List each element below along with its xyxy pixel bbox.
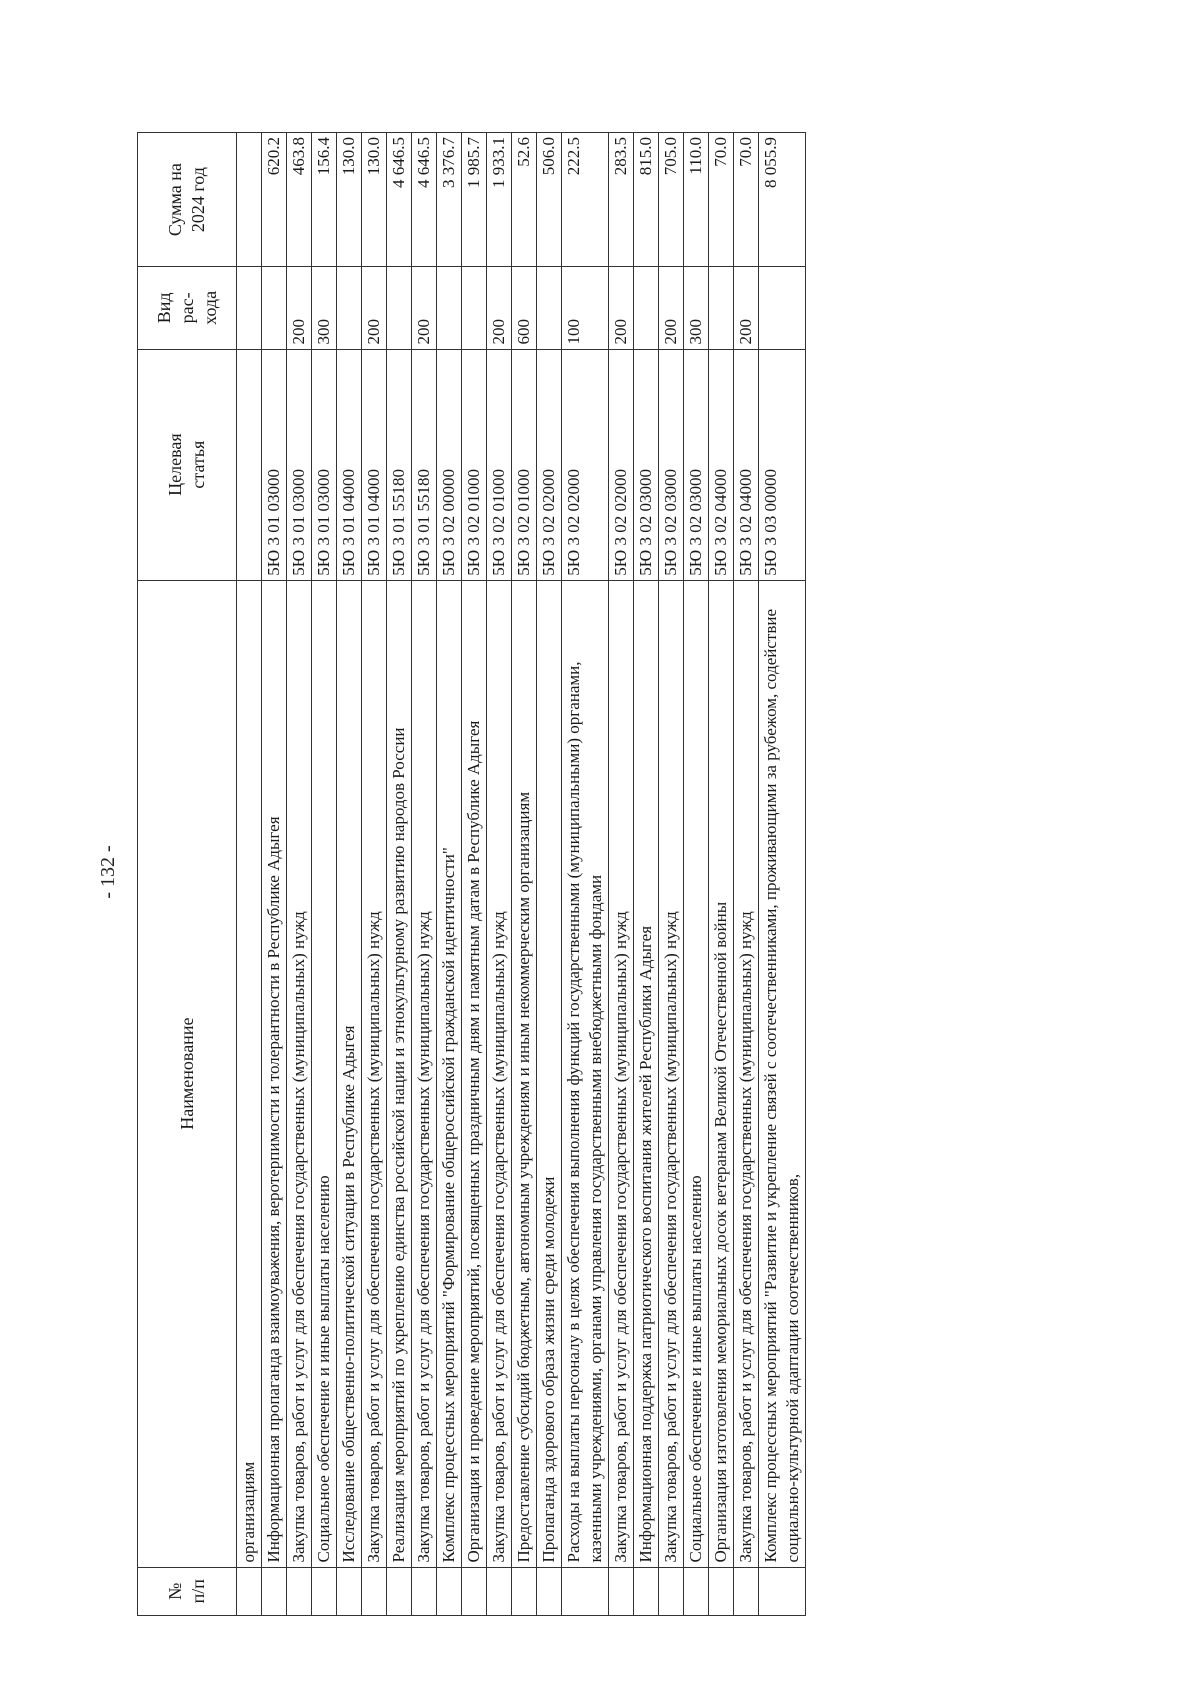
cell-name: Комплекс процессных мероприятий "Формирование общероссийской гражданской идентичности" (437, 580, 462, 1567)
table-row (387, 133, 412, 1616)
table-row (362, 133, 387, 1616)
cell-sum: 156.4 (312, 133, 337, 267)
header-name: Наименование (138, 580, 237, 1567)
table-body (237, 133, 806, 1616)
cell-num (462, 1567, 487, 1615)
cell-num (537, 1567, 562, 1615)
table-row (537, 133, 562, 1616)
cell-num (262, 1567, 287, 1615)
cell-num (412, 1567, 437, 1615)
cell-name: Предоставление субсидий бюджетным, автономным учреждениям и иным некоммерческим организациям (512, 580, 537, 1567)
header-kind: Вид рас- хода (138, 267, 237, 349)
header-sum: Сумма на 2024 год (138, 133, 237, 267)
table-row (759, 133, 806, 1616)
cell-name: Закупка товаров, работ и услуг для обеспечения государственных (муниципальных) нужд (362, 580, 387, 1567)
header-code: Целевая статья (138, 349, 237, 580)
cell-num (312, 1567, 337, 1615)
cell-code: 5Ю 3 02 04000 (709, 349, 734, 580)
table-row (462, 133, 487, 1616)
table-row (412, 133, 437, 1616)
cell-sum: 52.6 (512, 133, 537, 267)
cell-code: 5Ю 3 02 03000 (684, 349, 709, 580)
table-row (512, 133, 537, 1616)
cell-num (487, 1567, 512, 1615)
table-row (262, 133, 287, 1616)
table-row (312, 133, 337, 1616)
cell-name: Пропаганда здорового образа жизни среди молодежи (537, 580, 562, 1567)
page-number: - 132 - (97, 845, 119, 899)
cell-sum: 620.2 (262, 133, 287, 267)
cell-kind: 300 (684, 267, 709, 349)
cell-kind (237, 267, 262, 349)
cell-code: 5Ю 3 01 03000 (262, 349, 287, 580)
table-row (437, 133, 462, 1616)
cell-num (237, 1567, 262, 1615)
table-row (734, 133, 759, 1616)
cell-name: Информационная поддержка патриотического воспитания жителей Республики Адыгея (634, 580, 659, 1567)
cell-code: 5Ю 3 01 04000 (362, 349, 387, 580)
cell-sum: 283.5 (609, 133, 634, 267)
cell-code: 5Ю 3 01 55180 (387, 349, 412, 580)
cell-name: Информационная пропаганда взаимоуважения, веротерпимости и толерантности в Республике Адыгея (262, 580, 287, 1567)
cell-kind (537, 267, 562, 349)
cell-code: 5Ю 3 02 02000 (562, 349, 609, 580)
cell-name: Закупка товаров, работ и услуг для обеспечения государственных (муниципальных) нужд (412, 580, 437, 1567)
table-row (487, 133, 512, 1616)
header-num: № п/п (138, 1567, 237, 1615)
cell-name: Реализация мероприятий по укреплению единства российской нации и этнокультурному развитию народов России (387, 580, 412, 1567)
budget-table-wrapper (137, 132, 1055, 1616)
budget-table (137, 132, 806, 1616)
cell-name: Закупка товаров, работ и услуг для обеспечения государственных (муниципальных) нужд (287, 580, 312, 1567)
cell-kind (262, 267, 287, 349)
cell-code: 5Ю 3 01 03000 (312, 349, 337, 580)
cell-sum: 130.0 (337, 133, 362, 267)
table-row (609, 133, 634, 1616)
cell-kind: 200 (659, 267, 684, 349)
cell-kind: 600 (512, 267, 537, 349)
cell-sum: 1 933.1 (487, 133, 512, 267)
cell-kind: 200 (487, 267, 512, 349)
cell-kind (759, 267, 806, 349)
cell-sum: 70.0 (709, 133, 734, 267)
cell-num (437, 1567, 462, 1615)
cell-sum: 1 985.7 (462, 133, 487, 267)
cell-name: Исследование общественно-политической ситуации в Республике Адыгея (337, 580, 362, 1567)
cell-name: организациям (237, 580, 262, 1567)
cell-code: 5Ю 3 02 00000 (437, 349, 462, 580)
cell-kind (337, 267, 362, 349)
table-header-row (138, 133, 237, 1616)
cell-num (387, 1567, 412, 1615)
cell-num (362, 1567, 387, 1615)
cell-name: Закупка товаров, работ и услуг для обеспечения государственных (муниципальных) нужд (659, 580, 684, 1567)
cell-code: 5Ю 3 01 03000 (287, 349, 312, 580)
cell-sum: 8 055.9 (759, 133, 806, 267)
cell-num (634, 1567, 659, 1615)
cell-num (512, 1567, 537, 1615)
cell-num (287, 1567, 312, 1615)
cell-sum: 705.0 (659, 133, 684, 267)
table-row (709, 133, 734, 1616)
cell-code (237, 349, 262, 580)
cell-code: 5Ю 3 02 03000 (634, 349, 659, 580)
cell-code: 5Ю 3 02 04000 (734, 349, 759, 580)
cell-kind (387, 267, 412, 349)
table-row (634, 133, 659, 1616)
cell-name: Закупка товаров, работ и услуг для обеспечения государственных (муниципальных) нужд (487, 580, 512, 1567)
cell-num (609, 1567, 634, 1615)
cell-sum: 506.0 (537, 133, 562, 267)
cell-name: Закупка товаров, работ и услуг для обеспечения государственных (муниципальных) нужд (609, 580, 634, 1567)
cell-kind: 200 (362, 267, 387, 349)
cell-num (709, 1567, 734, 1615)
cell-name: Социальное обеспечение и иные выплаты населению (312, 580, 337, 1567)
cell-sum (237, 133, 262, 267)
cell-code: 5Ю 3 02 02000 (609, 349, 634, 580)
cell-sum: 3 376.7 (437, 133, 462, 267)
cell-code: 5Ю 3 02 01000 (487, 349, 512, 580)
cell-sum: 463.8 (287, 133, 312, 267)
cell-code: 5Ю 3 02 03000 (659, 349, 684, 580)
cell-num (734, 1567, 759, 1615)
cell-code: 5Ю 3 03 00000 (759, 349, 806, 580)
cell-code: 5Ю 3 02 01000 (512, 349, 537, 580)
cell-kind: 200 (734, 267, 759, 349)
cell-kind (437, 267, 462, 349)
table-row (237, 133, 262, 1616)
cell-name: Социальное обеспечение и иные выплаты населению (684, 580, 709, 1567)
cell-code: 5Ю 3 02 01000 (462, 349, 487, 580)
cell-kind: 200 (609, 267, 634, 349)
cell-kind (709, 267, 734, 349)
cell-name: Закупка товаров, работ и услуг для обеспечения государственных (муниципальных) нужд (734, 580, 759, 1567)
cell-kind: 200 (412, 267, 437, 349)
cell-name: Комплекс процессных мероприятий "Развитие и укрепление связей с соотечественниками, проживающими за рубежом, содействие социально-культурной адаптации соотечественников, (759, 580, 806, 1567)
cell-num (684, 1567, 709, 1615)
cell-kind: 100 (562, 267, 609, 349)
cell-name: Организация и проведение мероприятий, посвященных праздничным дням и памятным датам в Республике Адыгея (462, 580, 487, 1567)
cell-sum: 4 646.5 (387, 133, 412, 267)
cell-sum: 70.0 (734, 133, 759, 267)
cell-sum: 4 646.5 (412, 133, 437, 267)
table-row (684, 133, 709, 1616)
table-row (562, 133, 609, 1616)
cell-code: 5Ю 3 01 04000 (337, 349, 362, 580)
cell-num (337, 1567, 362, 1615)
cell-kind: 200 (287, 267, 312, 349)
cell-sum: 110.0 (684, 133, 709, 267)
cell-kind: 300 (312, 267, 337, 349)
cell-code: 5Ю 3 02 02000 (537, 349, 562, 580)
table-row (337, 133, 362, 1616)
cell-name: Расходы на выплаты персоналу в целях обеспечения выполнения функций государственными (муниципальными) органами, казенными учреждениями, органами управления государственными внебюджетными фондами (562, 580, 609, 1567)
cell-sum: 222.5 (562, 133, 609, 267)
table-row (659, 133, 684, 1616)
cell-num (562, 1567, 609, 1615)
cell-code: 5Ю 3 01 55180 (412, 349, 437, 580)
table-row (287, 133, 312, 1616)
cell-sum: 815.0 (634, 133, 659, 267)
cell-kind (462, 267, 487, 349)
cell-num (759, 1567, 806, 1615)
cell-name: Организация изготовления мемориальных досок ветеранам Великой Отечественной войны (709, 580, 734, 1567)
cell-num (659, 1567, 684, 1615)
cell-kind (634, 267, 659, 349)
cell-sum: 130.0 (362, 133, 387, 267)
